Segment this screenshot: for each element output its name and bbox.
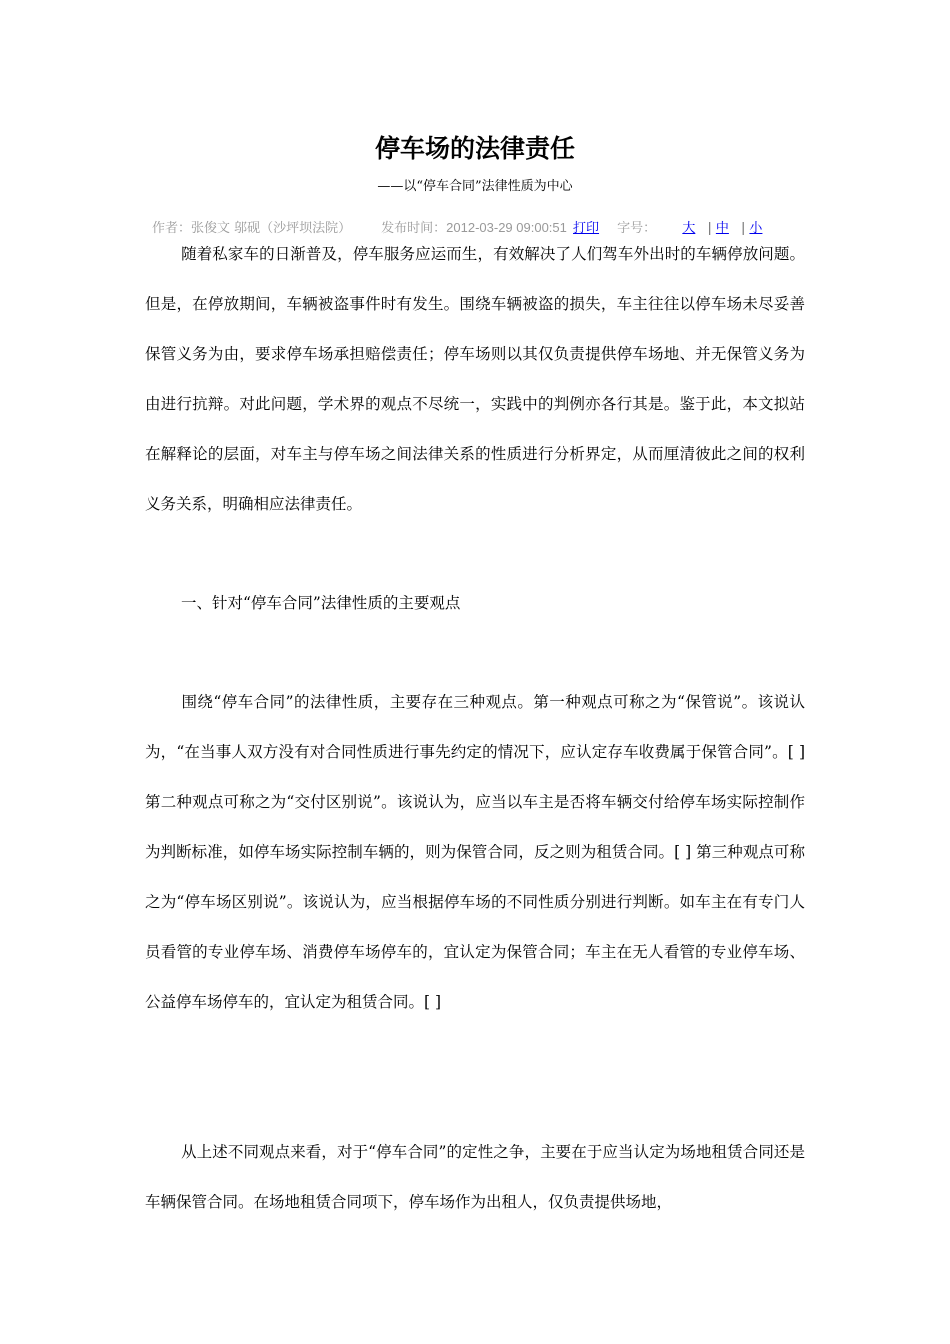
published-label: 发布时间：: [381, 221, 447, 236]
font-size-label: 字号：: [617, 221, 657, 236]
author-info: 作者：张俊文 邬砚（沙坪坝法院）: [152, 221, 352, 236]
section-heading-text: 一、针对“停车合同”法律性质的主要观点: [181, 594, 461, 612]
views-paragraph: [145, 677, 805, 1027]
separator: |: [707, 221, 712, 236]
views-text: 围绕“停车合同”的法律性质，主要存在三种观点。第一种观点可称之为“保管说”。该说认为，“在当事人双方没有对合同性质进行事先约定的情况下，应认定存车收费属于保管合同”。[ ] 第二种观点可称之为“交付区别说”。该说认为，应当以车主是否将车辆交付给停车场实际控制作为判断标准，如停车场实际控制车辆的，则为保管合同，反之则为租赁合同。[ ] 第三种观点可称之为“停车场区别说”。该说认为，应当根据停车场的不同性质分别进行判断。如车主在有专门人员看管的专业停车场、消费停车场停车的，宜认定为保管合同；车主在无人看管的专业停车场、公益停车场停车的，宜认定为租赁合同。[ ]: [145, 693, 805, 1011]
print-link[interactable]: 打印: [573, 221, 600, 236]
published-time: 2012-03-29 09:00:51: [446, 220, 567, 235]
font-size-medium-link[interactable]: 中: [715, 221, 729, 236]
analysis-text: 从上述不同观点来看，对于“停车合同”的定性之争，主要在于应当认定为场地租赁合同还是车辆保管合同。在场地租赁合同项下，停车场作为出租人，仅负责提供场地，: [145, 1143, 805, 1211]
font-size-small-link[interactable]: 小: [749, 221, 763, 236]
analysis-paragraph: [145, 1127, 805, 1227]
intro-text: 随着私家车的日渐普及，停车服务应运而生，有效解决了人们驾车外出时的车辆停放问题。但是，在停放期间，车辆被盗事件时有发生。围绕车辆被盗的损失，车主往往以停车场未尽妥善保管义务为由，要求停车场承担赔偿责任；停车场则以其仅负责提供停车场地、并无保管义务为由进行抗辩。对此问题，学术界的观点不尽统一，实践中的判例亦各行其是。鉴于此，本文拟站在解释论的层面，对车主与停车场之间法律关系的性质进行分析界定，从而厘清彼此之间的权利义务关系，明确相应法律责任。: [145, 245, 805, 513]
section-heading: [145, 578, 805, 628]
intro-paragraph: [145, 229, 805, 529]
font-size-large-link[interactable]: 大: [682, 221, 696, 236]
separator: |: [741, 221, 746, 236]
article-title: 停车场的法律责任: [374, 134, 575, 163]
article-subtitle: ——以“停车合同”法律性质为中心: [377, 179, 573, 194]
